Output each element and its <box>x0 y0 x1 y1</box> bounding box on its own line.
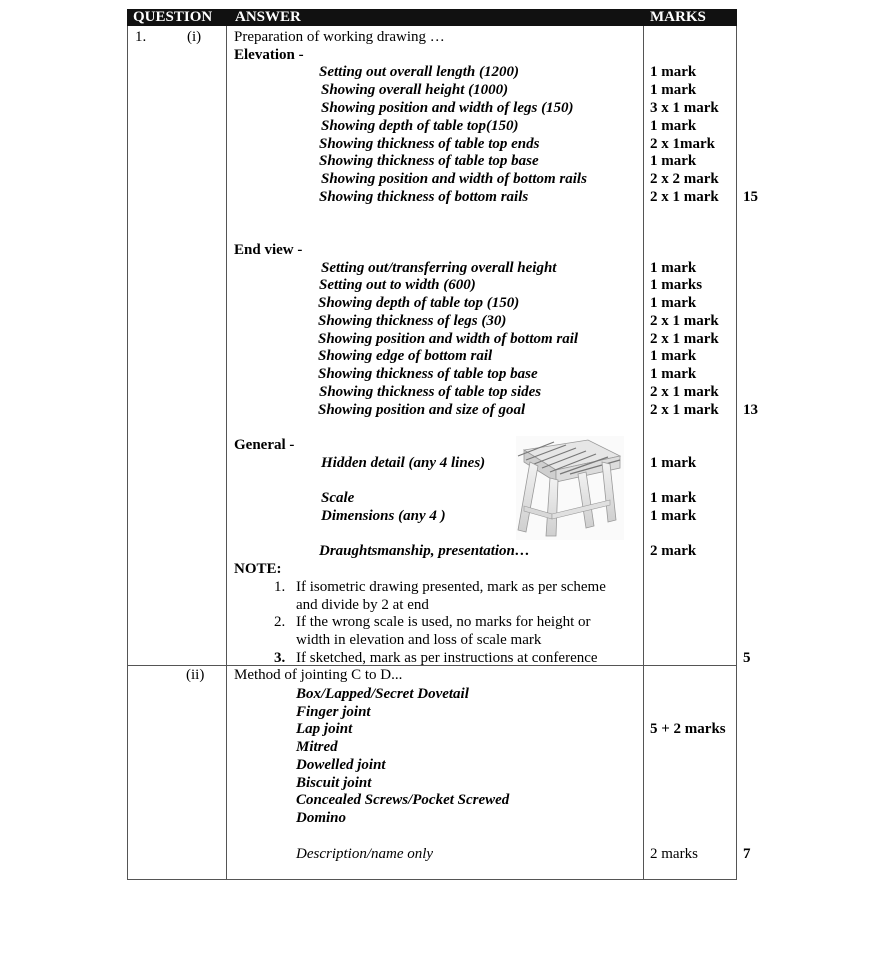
general-heading: General - <box>234 437 295 453</box>
table-border-left <box>127 26 128 880</box>
joint-item: Dowelled joint <box>296 757 386 773</box>
note-text: If sketched, mark as per instructions at conference <box>296 650 598 666</box>
end-view-mark: 2 x 1 mark <box>650 384 719 400</box>
joint-item: Box/Lapped/Secret Dovetail <box>296 686 469 702</box>
elevation-item: Showing thickness of bottom rails <box>319 189 529 205</box>
elevation-mark: 1 mark <box>650 82 697 98</box>
end-view-mark: 2 x 1 mark <box>650 313 719 329</box>
part-ii-intro: Method of jointing C to D... <box>234 667 403 683</box>
elevation-item: Showing depth of table top(150) <box>321 118 519 134</box>
elevation-mark: 1 mark <box>650 153 697 169</box>
column-divider-marks <box>643 26 644 880</box>
note-number: 2. <box>274 614 286 630</box>
note-heading: NOTE: <box>234 561 282 577</box>
joint-item: Domino <box>296 810 347 826</box>
header-marks: MARKS <box>650 9 706 25</box>
joint-item: Concealed Screws/Pocket Screwed <box>296 792 510 808</box>
end-view-mark: 1 mark <box>650 260 697 276</box>
end-view-mark: 1 mark <box>650 348 697 364</box>
elevation-heading: Elevation - <box>234 47 304 63</box>
joint-item: Lap joint <box>296 721 353 737</box>
elevation-mark: 1 mark <box>650 118 697 134</box>
column-divider-answer <box>226 26 227 880</box>
table-border-bottom <box>127 879 737 880</box>
elevation-item: Showing thickness of table top ends <box>319 136 540 152</box>
elevation-item: Showing position and width of legs (150) <box>321 100 574 116</box>
elevation-mark: 2 x 2 mark <box>650 171 719 187</box>
joint-item: Finger joint <box>296 704 371 720</box>
end-view-mark: 1 mark <box>650 295 697 311</box>
end-view-item: Setting out/transferring overall height <box>321 260 557 276</box>
elevation-item: Showing position and width of bottom rails <box>321 171 587 187</box>
elevation-mark: 1 mark <box>650 64 697 80</box>
elevation-mark: 3 x 1 mark <box>650 100 719 116</box>
general-mark-scale: 1 mark <box>650 490 697 506</box>
end-view-mark: 2 x 1 mark <box>650 402 719 418</box>
general-item-draughtsmanship: Draughtsmanship, presentation… <box>319 543 530 559</box>
end-view-total: 13 <box>743 402 758 418</box>
general-mark-draughtsmanship: 2 mark <box>650 543 697 559</box>
foosball-table-image <box>516 436 624 540</box>
note-text: If the wrong scale is used, no marks for height or <box>296 614 591 630</box>
elevation-mark: 2 x 1 mark <box>650 189 719 205</box>
note-number: 3. <box>274 650 286 666</box>
table-header <box>127 9 737 26</box>
end-view-item: Showing thickness of legs (30) <box>318 313 507 329</box>
end-view-mark: 2 x 1 mark <box>650 331 719 347</box>
general-item-dimensions: Dimensions (any 4 ) <box>321 508 446 524</box>
end-view-item: Showing thickness of table top sides <box>319 384 542 400</box>
end-view-mark: 1 mark <box>650 366 697 382</box>
end-view-item: Showing edge of bottom rail <box>318 348 493 364</box>
part-i-intro: Preparation of working drawing … <box>234 29 445 45</box>
part-label-i: (i) <box>187 29 202 45</box>
note-text: and divide by 2 at end <box>296 597 429 613</box>
end-view-item: Setting out to width (600) <box>319 277 476 293</box>
joint-item: Biscuit joint <box>296 775 372 791</box>
end-view-item: Showing depth of table top (150) <box>318 295 520 311</box>
header-answer: ANSWER <box>235 9 301 25</box>
joint-item: Mitred <box>296 739 338 755</box>
part-ii-total: 7 <box>743 846 751 862</box>
end-view-item: Showing thickness of table top base <box>318 366 538 382</box>
elevation-item: Showing overall height (1000) <box>321 82 509 98</box>
elevation-total: 15 <box>743 189 758 205</box>
end-view-mark: 1 marks <box>650 277 703 293</box>
note-number: 1. <box>274 579 286 595</box>
elevation-mark: 2 x 1mark <box>650 136 715 152</box>
description-mark: 2 marks <box>650 846 698 862</box>
header-question: QUESTION <box>133 9 213 25</box>
end-view-heading: End view - <box>234 242 303 258</box>
part-label-ii: (ii) <box>186 667 205 683</box>
joints-mark: 5 + 2 marks <box>650 721 726 737</box>
general-mark-hidden: 1 mark <box>650 455 697 471</box>
note-text: If isometric drawing presented, mark as per scheme <box>296 579 606 595</box>
description-item: Description/name only <box>296 846 434 862</box>
elevation-item: Setting out overall length (1200) <box>319 64 520 80</box>
general-item-scale: Scale <box>321 490 355 506</box>
table-border-right <box>736 26 737 880</box>
end-view-item: Showing position and size of goal <box>318 402 526 418</box>
general-item-hidden: Hidden detail (any 4 lines) <box>321 455 486 471</box>
general-mark-dimensions: 1 mark <box>650 508 697 524</box>
end-view-item: Showing position and width of bottom rail <box>318 331 579 347</box>
note-text: width in elevation and loss of scale mark <box>296 632 542 648</box>
general-total: 5 <box>743 650 751 666</box>
question-number: 1. <box>135 29 147 45</box>
elevation-item: Showing thickness of table top base <box>319 153 539 169</box>
